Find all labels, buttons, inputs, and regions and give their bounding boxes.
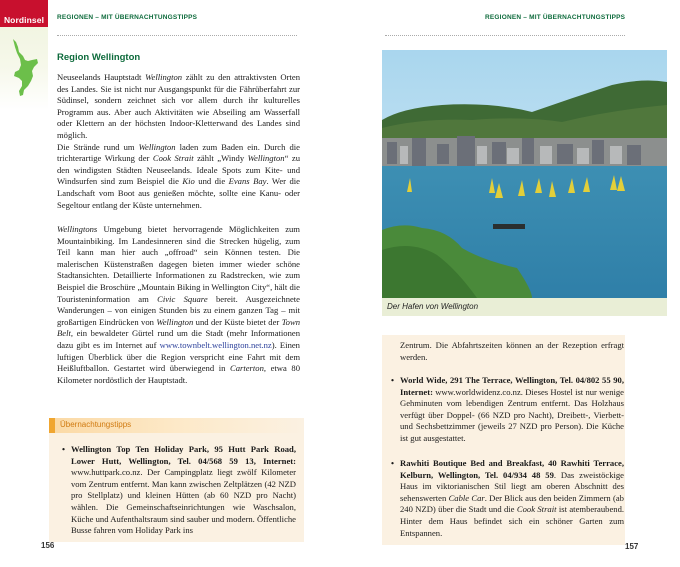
photo-caption: Der Hafen von Wellington	[387, 302, 479, 311]
text-run: ist atemberaubend. Hinter dem Haus befindet sich ein schöner Garten zum Entspannen.	[400, 504, 625, 538]
tip-item	[62, 444, 296, 537]
text-run: und die	[194, 176, 229, 187]
web-link[interactable]: www.worldwidenz.co.nz	[435, 386, 521, 397]
emphasis: Cook Strait	[152, 153, 194, 164]
running-head: REGIONEN – MIT ÜBERNACHTUNGSTIPPS	[57, 14, 198, 21]
text-run: . Dieses Hostel ist nur wenige Gehminuten vom lebendigen Zentrum entfernt. Das Holzhaus verfügt über Doppel- (66 NZD pro Nacht), Dreibett-, Vierbett- und Sechsbettzimmer (jeweils 27 NZD pro Person). Die Küche ist gut ausgestattet.	[400, 386, 624, 443]
text-run: laden zum Baden ein. Durch die trichterartige Wirkung der	[57, 141, 300, 164]
emphasis: Wellington	[145, 72, 183, 82]
emphasis: Wellingtons	[57, 224, 98, 234]
text-run: ). Einen luftigen Überblick über die Region verspricht eine Fahrt mit dem Heißluftballon. Gestartet wird überwiegend in	[57, 339, 300, 374]
dotted-divider	[57, 35, 297, 36]
text-run: Die Strände rund um	[57, 141, 139, 152]
north-island-map-icon	[10, 38, 40, 98]
tip-item	[391, 458, 625, 539]
tip-item	[391, 375, 624, 445]
emphasis: Kio	[182, 176, 195, 187]
web-link[interactable]: www.huttpark.co.nz	[71, 467, 141, 478]
bullet-icon: •	[391, 458, 395, 468]
bullet-icon: •	[391, 375, 395, 385]
text-run: , ein bewaldeter Gürtel rund um die Stadt (mehr Informationen dazu gibt es im Internet auf	[57, 328, 300, 350]
text-run: . Wer die Landschaft vom Boot aus genießen möchte, sollte eine Kanu- oder Segeltour entlang der Küste unternehmen.	[57, 176, 300, 210]
harbour-photo	[382, 50, 667, 298]
tip-text	[400, 375, 624, 443]
page-number: 156	[41, 541, 55, 550]
listing-name: World Wide, 291 The Terrace, Wellington, Tel. 04/802 55 90, Internet:	[400, 375, 624, 397]
text-run: und der Küste bietet der	[193, 316, 282, 327]
running-head: REGIONEN – MIT ÜBERNACHTUNGSTIPPS	[485, 14, 626, 21]
activities-text	[57, 224, 300, 386]
listing-name: Wellington Top Ten Holiday Park, 95 Hutt Park Road, Lower Hutt, Wellington, Tel. 04/568 59 13, Internet:	[71, 444, 296, 466]
emphasis: Carterton	[229, 363, 264, 374]
text-run: Neuseelands Hauptstadt	[57, 72, 146, 82]
region-tag: Nordinsel	[0, 13, 48, 27]
section-title: Region Wellington	[57, 52, 141, 63]
emphasis: Wellington	[138, 141, 176, 152]
text-run: Umgebung bietet hervorragende Möglichkeiten zum Mountainbiking. Im Landesinneren sind die Strecken hügelig, zum Teil kann man hier auch „offroad“ sein Können testen. Die malerischen Küstenstraßen dagegen bieten immer wieder schöne Stadtansichten. Detaillierte Informationen zu Radstrecken, wie zum Beispiel die Broschüre „Mountain Biking in Wellington City“, hält die Touristeninformation am	[57, 224, 300, 304]
text-run: “ zu den windigsten Städten Neuseelands. Ideale Spots zum Kite- und Windsurfen sind zum Beispiel die	[57, 153, 300, 187]
text-run: , etwa 80 Kilometer nordöstlich der Hauptstadt.	[57, 363, 300, 385]
intro-text	[57, 72, 300, 211]
tips-header-label: Übernachtungstipps	[60, 420, 132, 429]
tips-header-accent	[49, 418, 55, 433]
listing-name: Rawhiti Boutique Bed and Breakfast, 40 Rawhiti Terrace, Kelburn, Wellington, Tel. 04/934 48 59	[400, 458, 624, 480]
web-link[interactable]: www.townbelt.wellington.net.nz	[159, 339, 272, 350]
emphasis: Town Belt	[57, 316, 301, 339]
emphasis: Wellington	[247, 153, 285, 164]
page-number: 157	[625, 542, 639, 551]
text-run: zählt „Windy	[193, 153, 248, 164]
tip-text	[400, 458, 624, 538]
text-run: . Der Blick aus den beiden Zimmern (ab 240 NZD) über die Stadt und die	[400, 492, 624, 515]
tip-text	[71, 444, 296, 535]
text-run: . Der Campingplatz liegt zwölf Kilometer vom Zentrum entfernt. Man kann zwischen Zeltplätzen (42 NZD pro Stellplatz) und kleinen Hütten (ab 60 NZD pro Nacht) wählen. Die Gemeinschaftseinrichtungen wie Waschsalon, Küche und Aufenthaltsraum sind sauber und modern. Öffentliche Busse fahren vom Holiday Park ins	[71, 467, 296, 536]
text-run: . Das zweistöckige Haus im viktorianischen Stil liegt am oberen Abschnitt des sehenswerten	[400, 469, 625, 503]
paragraph	[57, 224, 300, 386]
right-page	[340, 0, 680, 567]
emphasis: Cable Car	[448, 492, 485, 503]
paragraph	[57, 72, 300, 142]
emphasis: Cook Strait	[516, 504, 557, 515]
emphasis: Evans Bay	[228, 176, 267, 187]
tip-continuation: Zentrum. Die Abfahrtszeiten können an der Rezeption erfragt werden.	[400, 340, 624, 362]
emphasis: Wellington	[156, 316, 194, 327]
dotted-divider	[385, 35, 625, 36]
bullet-icon: •	[62, 444, 66, 454]
paragraph	[57, 142, 300, 212]
text-run: zählt zu den attraktivsten Orten des Landes. Sie ist nicht nur Ausgangspunkt für die Fährüberfahrt zur Südinsel, sondern zeichnet sich vor allem durch ihr kulturelles Programm aus. Aber auch Aktivitäten wie Abseiling am Wasserfall oder Klettern an der höchsten Indoor-Kletterwand des Landes sind möglich.	[57, 72, 300, 140]
text-run: bereit. Ausgezeichnete Wanderungen – von einigen Stunden bis zu einem ganzen Tag – mit großartigen Eindrücken von	[57, 293, 301, 327]
emphasis: Civic Square	[157, 293, 208, 304]
